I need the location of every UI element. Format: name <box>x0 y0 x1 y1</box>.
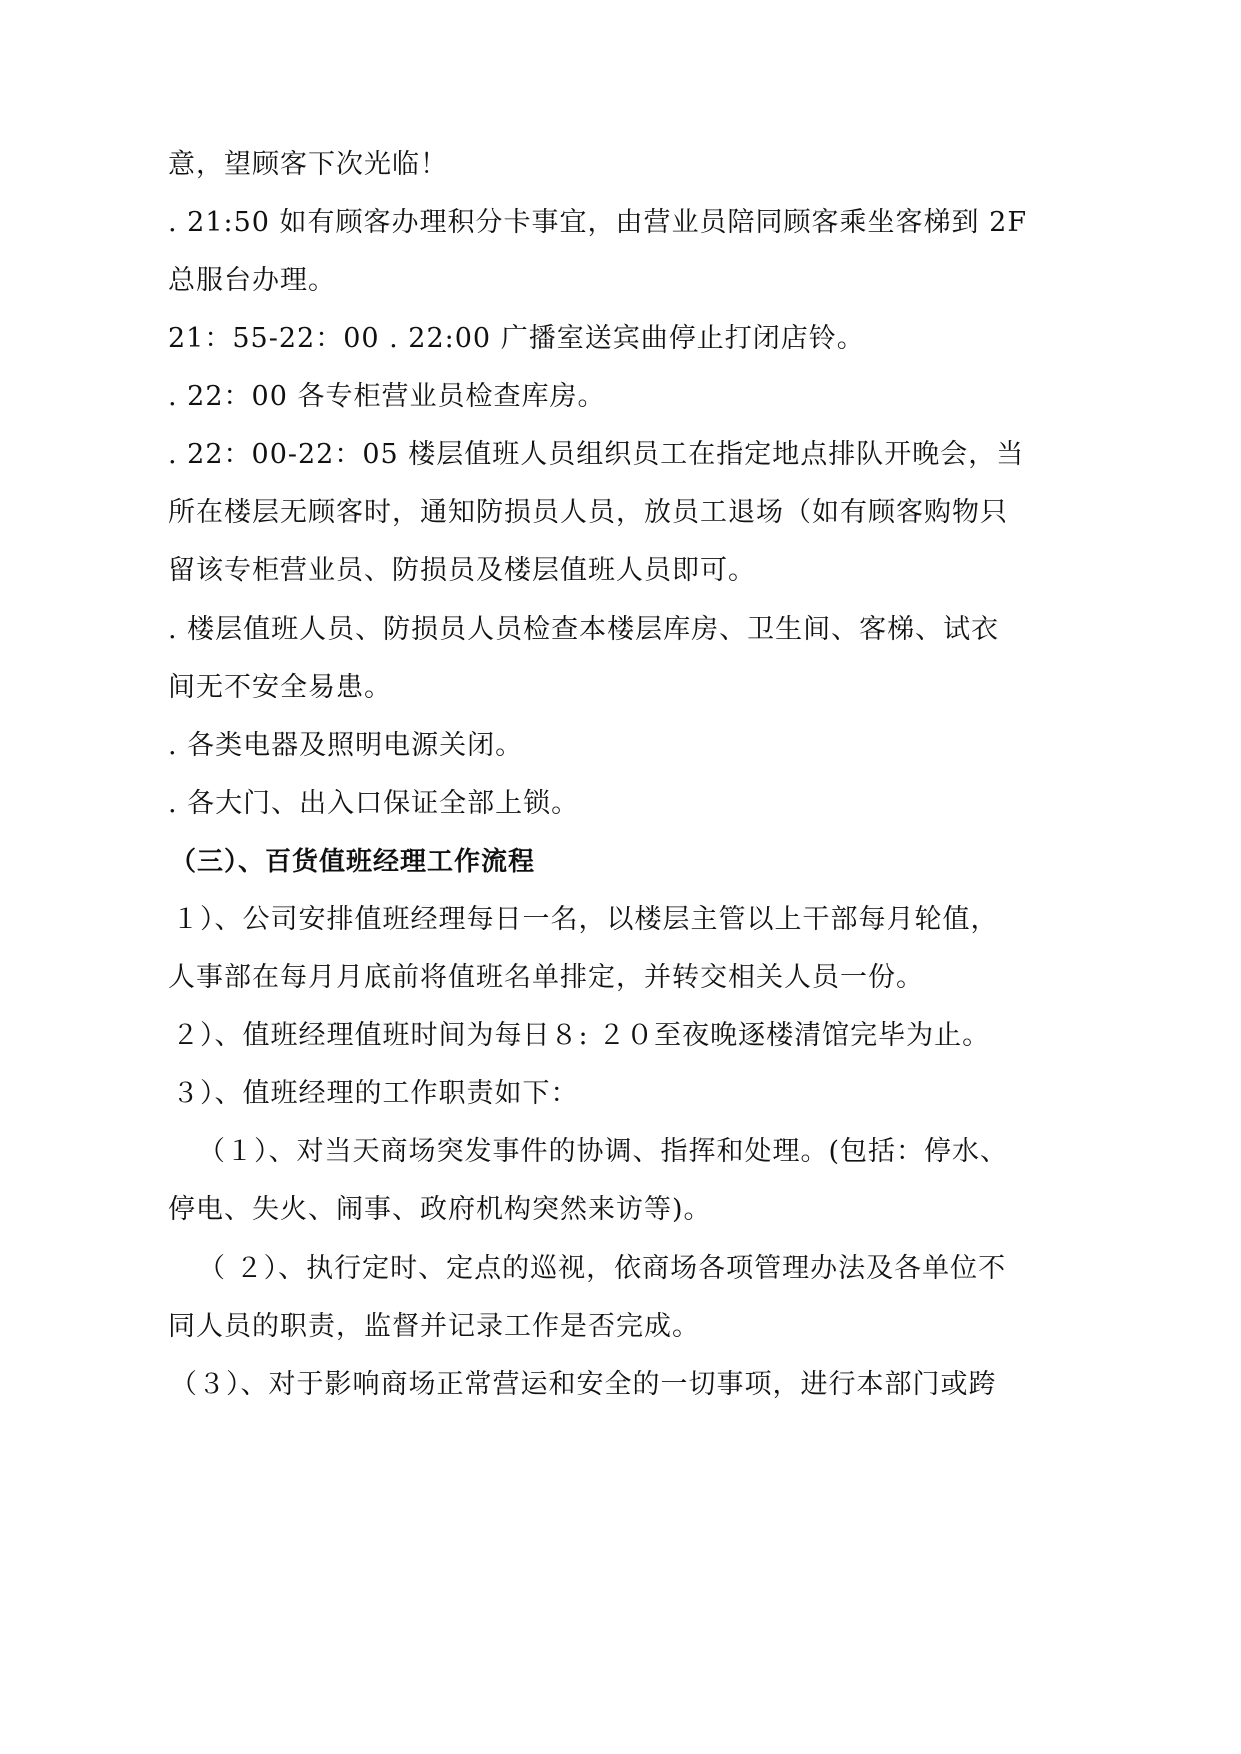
text-line: 总服台办理。 <box>168 265 336 296</box>
text-line: （３）、对于影响商场正常营运和安全的一切事项，进行本部门或跨 <box>170 1369 997 1400</box>
text-line: 间无不安全易患。 <box>168 672 392 703</box>
text-line: 同人员的职责，监督并记录工作是否完成。 <box>168 1311 700 1342</box>
text-line: 人事部在每月月底前将值班名单排定，并转交相关人员一份。 <box>168 962 924 993</box>
text-line: . 各大门、出入口保证全部上锁。 <box>168 788 580 819</box>
text-line: 21：55-22：00 . 22:00 广播室送宾曲停止打闭店铃。 <box>168 323 865 354</box>
text-line: 意，望顾客下次光临！ <box>168 149 448 180</box>
text-line: . 22：00 各专柜营业员检查库房。 <box>168 381 606 412</box>
text-line: （１）、对当天商场突发事件的协调、指挥和处理。(包括：停水、 <box>198 1136 1009 1167</box>
text-line: 留该专柜营业员、防损员及楼层值班人员即可。 <box>168 555 756 586</box>
text-line: ３）、值班经理的工作职责如下： <box>172 1078 579 1109</box>
section-heading: （三）、百货值班经理工作流程 <box>170 847 536 877</box>
text-line: . 22：00-22：05 楼层值班人员组织员工在指定地点排队开晚会，当 <box>168 439 1025 470</box>
text-line: ２）、值班经理值班时间为每日８: ２０至夜晚逐楼清馆完毕为止。 <box>172 1020 991 1051</box>
text-line: （ ２）、执行定时、定点的巡视，依商场各项管理办法及各单位不 <box>198 1253 1007 1284</box>
text-line: １）、公司安排值班经理每日一名，以楼层主管以上干部每月轮值， <box>172 904 999 935</box>
text-line: . 21:50 如有顾客办理积分卡事宜，由营业员陪同顾客乘坐客梯到 2F <box>168 207 1028 238</box>
text-line: 停电、失火、闹事、政府机构突然来访等)。 <box>168 1194 712 1225</box>
text-line: . 楼层值班人员、防损员人员检查本楼层库房、卫生间、客梯、试衣 <box>168 614 1000 645</box>
text-line: . 各类电器及照明电源关闭。 <box>168 730 524 761</box>
text-line: 所在楼层无顾客时，通知防损员人员，放员工退场（如有顾客购物只 <box>168 497 1008 528</box>
